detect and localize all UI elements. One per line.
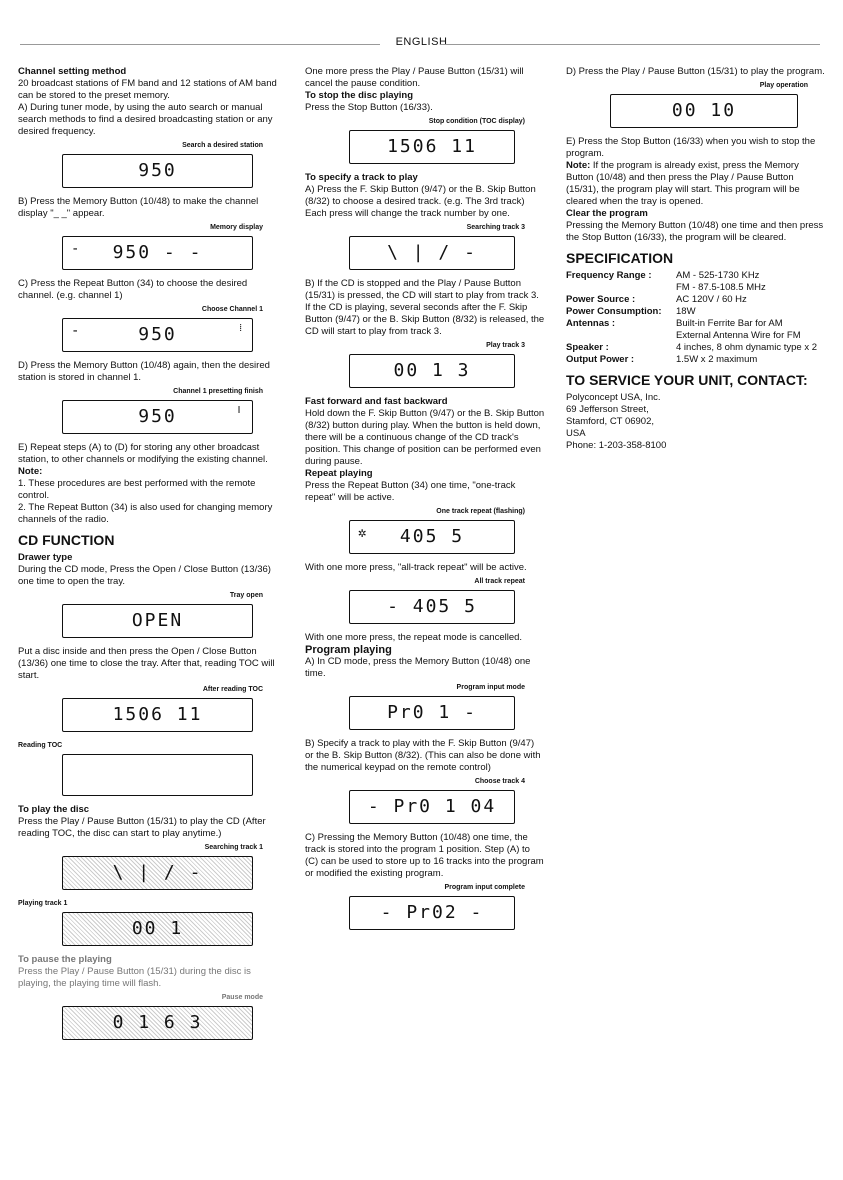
lcd-play3 — [349, 354, 515, 388]
lcd-toc — [62, 698, 253, 732]
pause-title: To pause the playing — [18, 954, 112, 965]
spec-key: Frequency Range : — [566, 270, 652, 281]
prog-b: B) Specify a track to play with the F. Skip Button (9/47) or the B. Skip Button (8/32). (This can also be done with the numerical keypad on the remote control) — [305, 738, 541, 773]
lcd-reading — [62, 754, 253, 796]
lcd-b-dash-icon: - — [71, 241, 82, 257]
spec-value: AC 120V / 60 Hz — [676, 294, 747, 305]
note-title: Note: — [18, 466, 43, 477]
lcd-stop-text: 1506 11 — [387, 136, 477, 157]
caption-d: Channel 1 presetting finish — [173, 388, 263, 395]
lcd-progdone — [349, 896, 515, 930]
service-title: TO SERVICE YOUR UNIT, CONTACT: — [566, 372, 808, 388]
lcd-progdone-text: - Pr02 - — [380, 902, 484, 923]
spec-value: External Antenna Wire for FM — [676, 330, 801, 341]
play-text: Press the Play / Pause Button (15/31) to play the CD (After reading TOC, the disc can start to play anytime.) — [18, 816, 266, 839]
caption-pause: Pause mode — [221, 994, 263, 1001]
lcd-c — [62, 318, 253, 352]
spec-row — [566, 318, 828, 330]
lcd-play1 — [62, 912, 253, 946]
spec-value: FM - 87.5-108.5 MHz — [676, 282, 766, 293]
allrep-text: With one more press, "all-track repeat" will be active. — [305, 562, 527, 573]
lcd-search1 — [62, 856, 253, 890]
caption-allrep: All track repeat — [474, 578, 525, 585]
lcd-b — [62, 236, 253, 270]
step-b: B) Press the Memory Button (10/48) to make the channel display "_ _" appear. — [18, 196, 259, 219]
repeat-title: Repeat playing — [305, 468, 373, 479]
lcd-choose4-text: - Pr0 1 04 — [367, 796, 497, 817]
prog-e: E) Press the Stop Button (16/33) when you wish to stop the program. — [566, 136, 816, 159]
lcd-search1-text: \ | / - — [112, 862, 203, 883]
resume-text: One more press the Play / Pause Button (15/31) will cancel the pause condition. — [305, 66, 524, 89]
address-line-4: USA — [566, 428, 586, 439]
lcd-allrep — [349, 590, 515, 624]
lcd-d-text: 950 — [138, 406, 177, 427]
clear-text: Pressing the Memory Button (10/48) one time and then press the Stop Button (16/33), the program will be cleared. — [566, 220, 824, 243]
address-line-2: 69 Jefferson Street, — [566, 404, 649, 415]
cancel-text: With one more press, the repeat mode is cancelled. — [305, 632, 523, 643]
header-rule-right — [440, 44, 820, 45]
ff-title: Fast forward and fast backward — [305, 396, 448, 407]
clear-title: Clear the program — [566, 208, 648, 219]
stop-text: Press the Stop Button (16/33). — [305, 102, 433, 113]
address-line-3: Stamford, CT 06902, — [566, 416, 655, 427]
spec-value: Built-in Ferrite Bar for AM — [676, 318, 783, 329]
lcd-onerep-flash-icon: ✲ — [358, 525, 369, 541]
lcd-search3 — [349, 236, 515, 270]
note3-label: Note: — [566, 160, 591, 171]
caption-reading: Reading TOC — [18, 742, 63, 749]
spec-value: 1.5W x 2 maximum — [676, 354, 758, 365]
column-2 — [305, 66, 545, 938]
spec-title: SPECIFICATION — [566, 250, 674, 266]
phone: Phone: 1-203-358-8100 — [566, 440, 667, 451]
prog-title: Program playing — [305, 644, 392, 656]
play-title: To play the disc — [18, 804, 90, 815]
lcd-pause-text: 0 1 6 3 — [112, 1012, 203, 1033]
caption-playing1: Playing track 1 — [18, 900, 68, 907]
spec-row — [566, 306, 828, 318]
drawer-title: Drawer type — [18, 552, 73, 563]
lcd-allrep-text: - 405 5 — [387, 596, 477, 617]
spec-row — [566, 270, 828, 282]
lcd-c-flash-icon: ⁞ — [239, 323, 244, 334]
spec-key: Speaker : — [566, 342, 609, 353]
caption-onerep: One track repeat (flashing) — [436, 508, 525, 515]
spec-key: Power Source : — [566, 294, 636, 305]
caption-open: Tray open — [229, 592, 263, 599]
lcd-open-text: OPEN — [131, 610, 184, 631]
address-line-1: Polyconcept USA, Inc. — [566, 392, 661, 403]
caption-b: Memory display — [210, 224, 263, 231]
channel-intro: 20 broadcast stations of FM band and 12 stations of AM band can be stored to the preset memory. — [18, 78, 277, 101]
lcd-onerep — [349, 520, 515, 554]
lcd-pause — [62, 1006, 253, 1040]
lcd-search3-text: \ | / - — [387, 242, 477, 263]
spec-key — [566, 282, 676, 294]
lcd-b-text: 950 - - — [112, 242, 203, 263]
spec-row — [566, 282, 828, 294]
step-a: A) During tuner mode, by using the auto search or manual search methods to find a desired broadcasting station or any desired frequency. — [18, 102, 273, 137]
prog-a: A) In CD mode, press the Memory Button (10/48) one time. — [305, 656, 531, 679]
caption-c: Choose Channel 1 — [201, 306, 263, 313]
stop-title: To stop the disc playing — [305, 90, 414, 101]
note-2: 2. The Repeat Button (34) is also used for changing memory channels of the radio. — [18, 502, 273, 525]
lcd-c-text: 950 — [138, 324, 177, 345]
disc-text: Put a disc inside and then press the Open / Close Button (13/36) one time to close the tray. After that, reading TOC will start. — [18, 646, 275, 681]
lcd-playop-text: 00 10 — [671, 100, 737, 121]
step-d: D) Press the Memory Button (10/48) again, then the desired station is stored in channel 1. — [18, 360, 270, 383]
prog-d: D) Press the Play / Pause Button (15/31) to play the program. — [566, 66, 825, 77]
caption-proginput: Program input mode — [456, 684, 525, 691]
header-rule-left — [20, 44, 380, 45]
spec-row — [566, 294, 828, 306]
lcd-proginput — [349, 696, 515, 730]
column-3 — [566, 66, 828, 452]
spec-value: 18W — [676, 306, 696, 317]
spec-value: AM - 525-1730 KHz — [676, 270, 760, 281]
spec-row — [566, 354, 828, 366]
lcd-toc-text: 1506 11 — [112, 704, 203, 725]
drawer-text: During the CD mode, Press the Open / Close Button (13/36) one time to open the tray. — [18, 564, 271, 587]
spec-value: 4 inches, 8 ohm dynamic type x 2 — [676, 342, 817, 353]
lcd-a-text: 950 — [138, 160, 177, 181]
column-1 — [18, 66, 283, 1048]
channel-title: Channel setting method — [18, 66, 127, 77]
step-c: C) Press the Repeat Button (34) to choose the desired channel. (e.g. channel 1) — [18, 278, 248, 301]
caption-search1: Searching track 1 — [204, 844, 263, 851]
lcd-play1-text: 00 1 — [131, 918, 184, 939]
lcd-stop — [349, 130, 515, 164]
caption-playop: Play operation — [759, 82, 808, 89]
ff-text: Hold down the F. Skip Button (9/47) or the B. Skip Button (8/32) button during play. When the button is held down, there will be a continuous change of the CD track's position. This change of position can be performed even during pause. — [305, 408, 545, 467]
spec-key: Antennas : — [566, 318, 616, 329]
lcd-open — [62, 604, 253, 638]
spec-key: Output Power : — [566, 354, 635, 365]
spec-key: Power Consumption: — [566, 306, 662, 317]
spec-row — [566, 330, 828, 342]
lcd-d — [62, 400, 253, 434]
specify-a: A) Press the F. Skip Button (9/47) or the B. Skip Button (8/32) to choose a desired track. (e.g. The 3rd track) Each press will change the track number by one. — [305, 184, 536, 219]
pause-text: Press the Play / Pause Button (15/31) during the disc is playing, the playing time will flash. — [18, 966, 251, 989]
note3-text: If the program is already exist, press the Memory Button (10/48) and then press the Play / Pause Button (15/31), the program play will start. This program will be cleared when the tray is opened. — [566, 160, 800, 207]
caption-play3: Play track 3 — [486, 342, 525, 349]
lcd-c-dash-icon: - — [71, 323, 82, 339]
spec-key — [566, 330, 676, 342]
lcd-proginput-text: Pr0 1 - — [387, 702, 477, 723]
caption-stop: Stop condition (TOC display) — [428, 118, 525, 125]
prog-c: C) Pressing the Memory Button (10/48) one time, the track is stored into the program 1 position. Step (A) to (C) can be used to store up to 16 tracks into the program or modified the existing program. — [305, 832, 544, 879]
lcd-playop — [610, 94, 798, 128]
caption-toc: After reading TOC — [202, 686, 263, 693]
specify-b: B) If the CD is stopped and the Play / Pause Button (15/31) is pressed, the CD will start to play from track 3. If the CD is playing, several seconds after the F. Skip Button (9/47) or the B. Skip Button (8/32) is released, the CD will start to play from track 3. — [305, 278, 545, 337]
caption-a: Search a desired station — [182, 142, 263, 149]
step-e: E) Repeat steps (A) to (D) for storing any other broadcast station, to other channels or modifying the existing channel. — [18, 442, 268, 465]
lcd-onerep-text: 405 5 — [399, 526, 465, 547]
cd-function-title: CD FUNCTION — [18, 532, 115, 548]
page-header: ENGLISH — [395, 36, 448, 48]
repeat-text: Press the Repeat Button (34) one time, "one-track repeat" will be active. — [305, 480, 516, 503]
spec-row — [566, 342, 828, 354]
caption-search3: Searching track 3 — [466, 224, 525, 231]
lcd-a — [62, 154, 253, 188]
note-1: 1. These procedures are best performed with the remote control. — [18, 478, 256, 501]
lcd-d-mark-icon: ǀ — [235, 405, 244, 416]
caption-progdone: Program input complete — [444, 884, 525, 891]
lcd-play3-text: 00 1 3 — [393, 360, 471, 381]
caption-choose4: Choose track 4 — [474, 778, 525, 785]
lcd-choose4 — [349, 790, 515, 824]
specify-title: To specify a track to play — [305, 172, 418, 183]
